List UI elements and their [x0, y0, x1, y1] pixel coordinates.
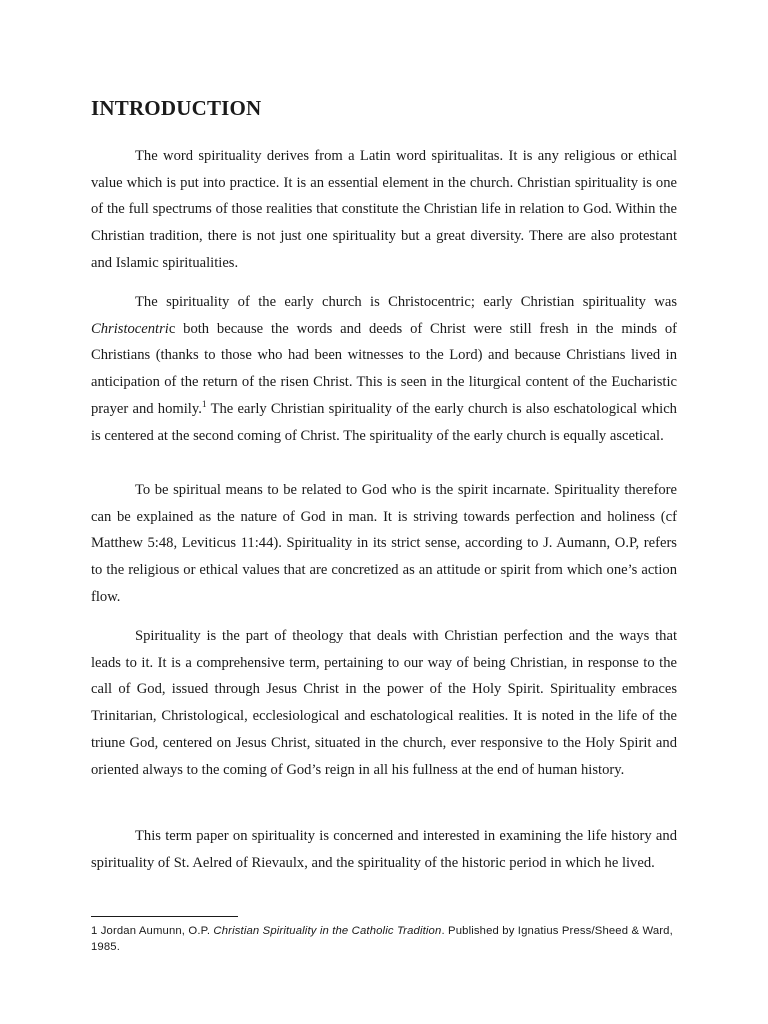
paragraph-early-church: [91, 289, 677, 449]
paragraph-term-paper: This term paper on spirituality is concerned and interested in examining the life history and spirituality of St. Aelred of Rievaulx, and the spirituality of the historic period in which he lived.: [91, 828, 677, 871]
footnote: [91, 923, 677, 955]
footnote-number: 1: [91, 925, 98, 937]
paragraph-definition: The word spirituality derives from a Latin word spiritualitas. It is any religious or ethical value which is put into practice. It is an essential element in the church. Christian spirituality is one of the full spectrums of those realities that constitute the Christian life in relation to God. Within the Christian tradition, there is not just one spirituality but a great diversity. There are also protestant and Islamic spiritualities.: [91, 148, 677, 271]
paragraph-theology: Spirituality is the part of theology that deals with Christian perfection and the ways that leads to it. It is a comprehensive term, pertaining to our way of being Christian, in response to the call of God, issued through Jesus Christ in the power of the Holy Spirit. Spirituality embraces Trinitarian, Christological, ecclesiological and eschatological realities. It is noted in the life of the triune God, centered on Jesus Christ, situated in the church, ever responsive to the Holy Spirit and oriented always to the coming of God’s reign in all his fullness at the end of human history.: [91, 628, 677, 778]
italic-term: Christocentri: [91, 320, 169, 337]
paragraph-text-tail: The early Christian spirituality of the early church is also eschatological which is centered at the second coming of Christ. The spirituality of the early church is equally ascetical.: [91, 400, 677, 444]
footnote-divider: [91, 916, 238, 917]
footnote-publisher: . Published by Ignatius Press/Sheed & Ward, 1985.: [91, 925, 673, 953]
paragraph-text-middle: c both because the words and deeds of Christ were still fresh in the minds of Christians (thanks to those who had been witnesses to the Lord) and because Christians lived in anticipation of the return of the risen Christ. This is seen in the liturgical content of the Eucharistic prayer and homily.: [91, 320, 677, 417]
footnote-author: Jordan Aumunn, O.P.: [97, 925, 214, 937]
footnote-reference: 1: [201, 399, 207, 410]
paragraph-spiritual-meaning: To be spiritual means to be related to God who is the spirit incarnate. Spirituality therefore can be explained as the nature of God in man. It is striving towards perfection and holiness (cf Matthew 5:48, Leviticus 11:44). Spirituality in its strict sense, according to J. Aumann, O.P, refers to the religious or ethical values that are concretized as an attitude or spirit from which one’s action flow.: [91, 482, 677, 605]
footnote-book-title: Christian Spirituality in the Catholic Tradition: [213, 925, 442, 937]
paragraph-text-lead: The spirituality of the early church is Christocentric; early Christian spirituality was: [135, 294, 677, 310]
page-title: INTRODUCTION: [91, 96, 262, 120]
